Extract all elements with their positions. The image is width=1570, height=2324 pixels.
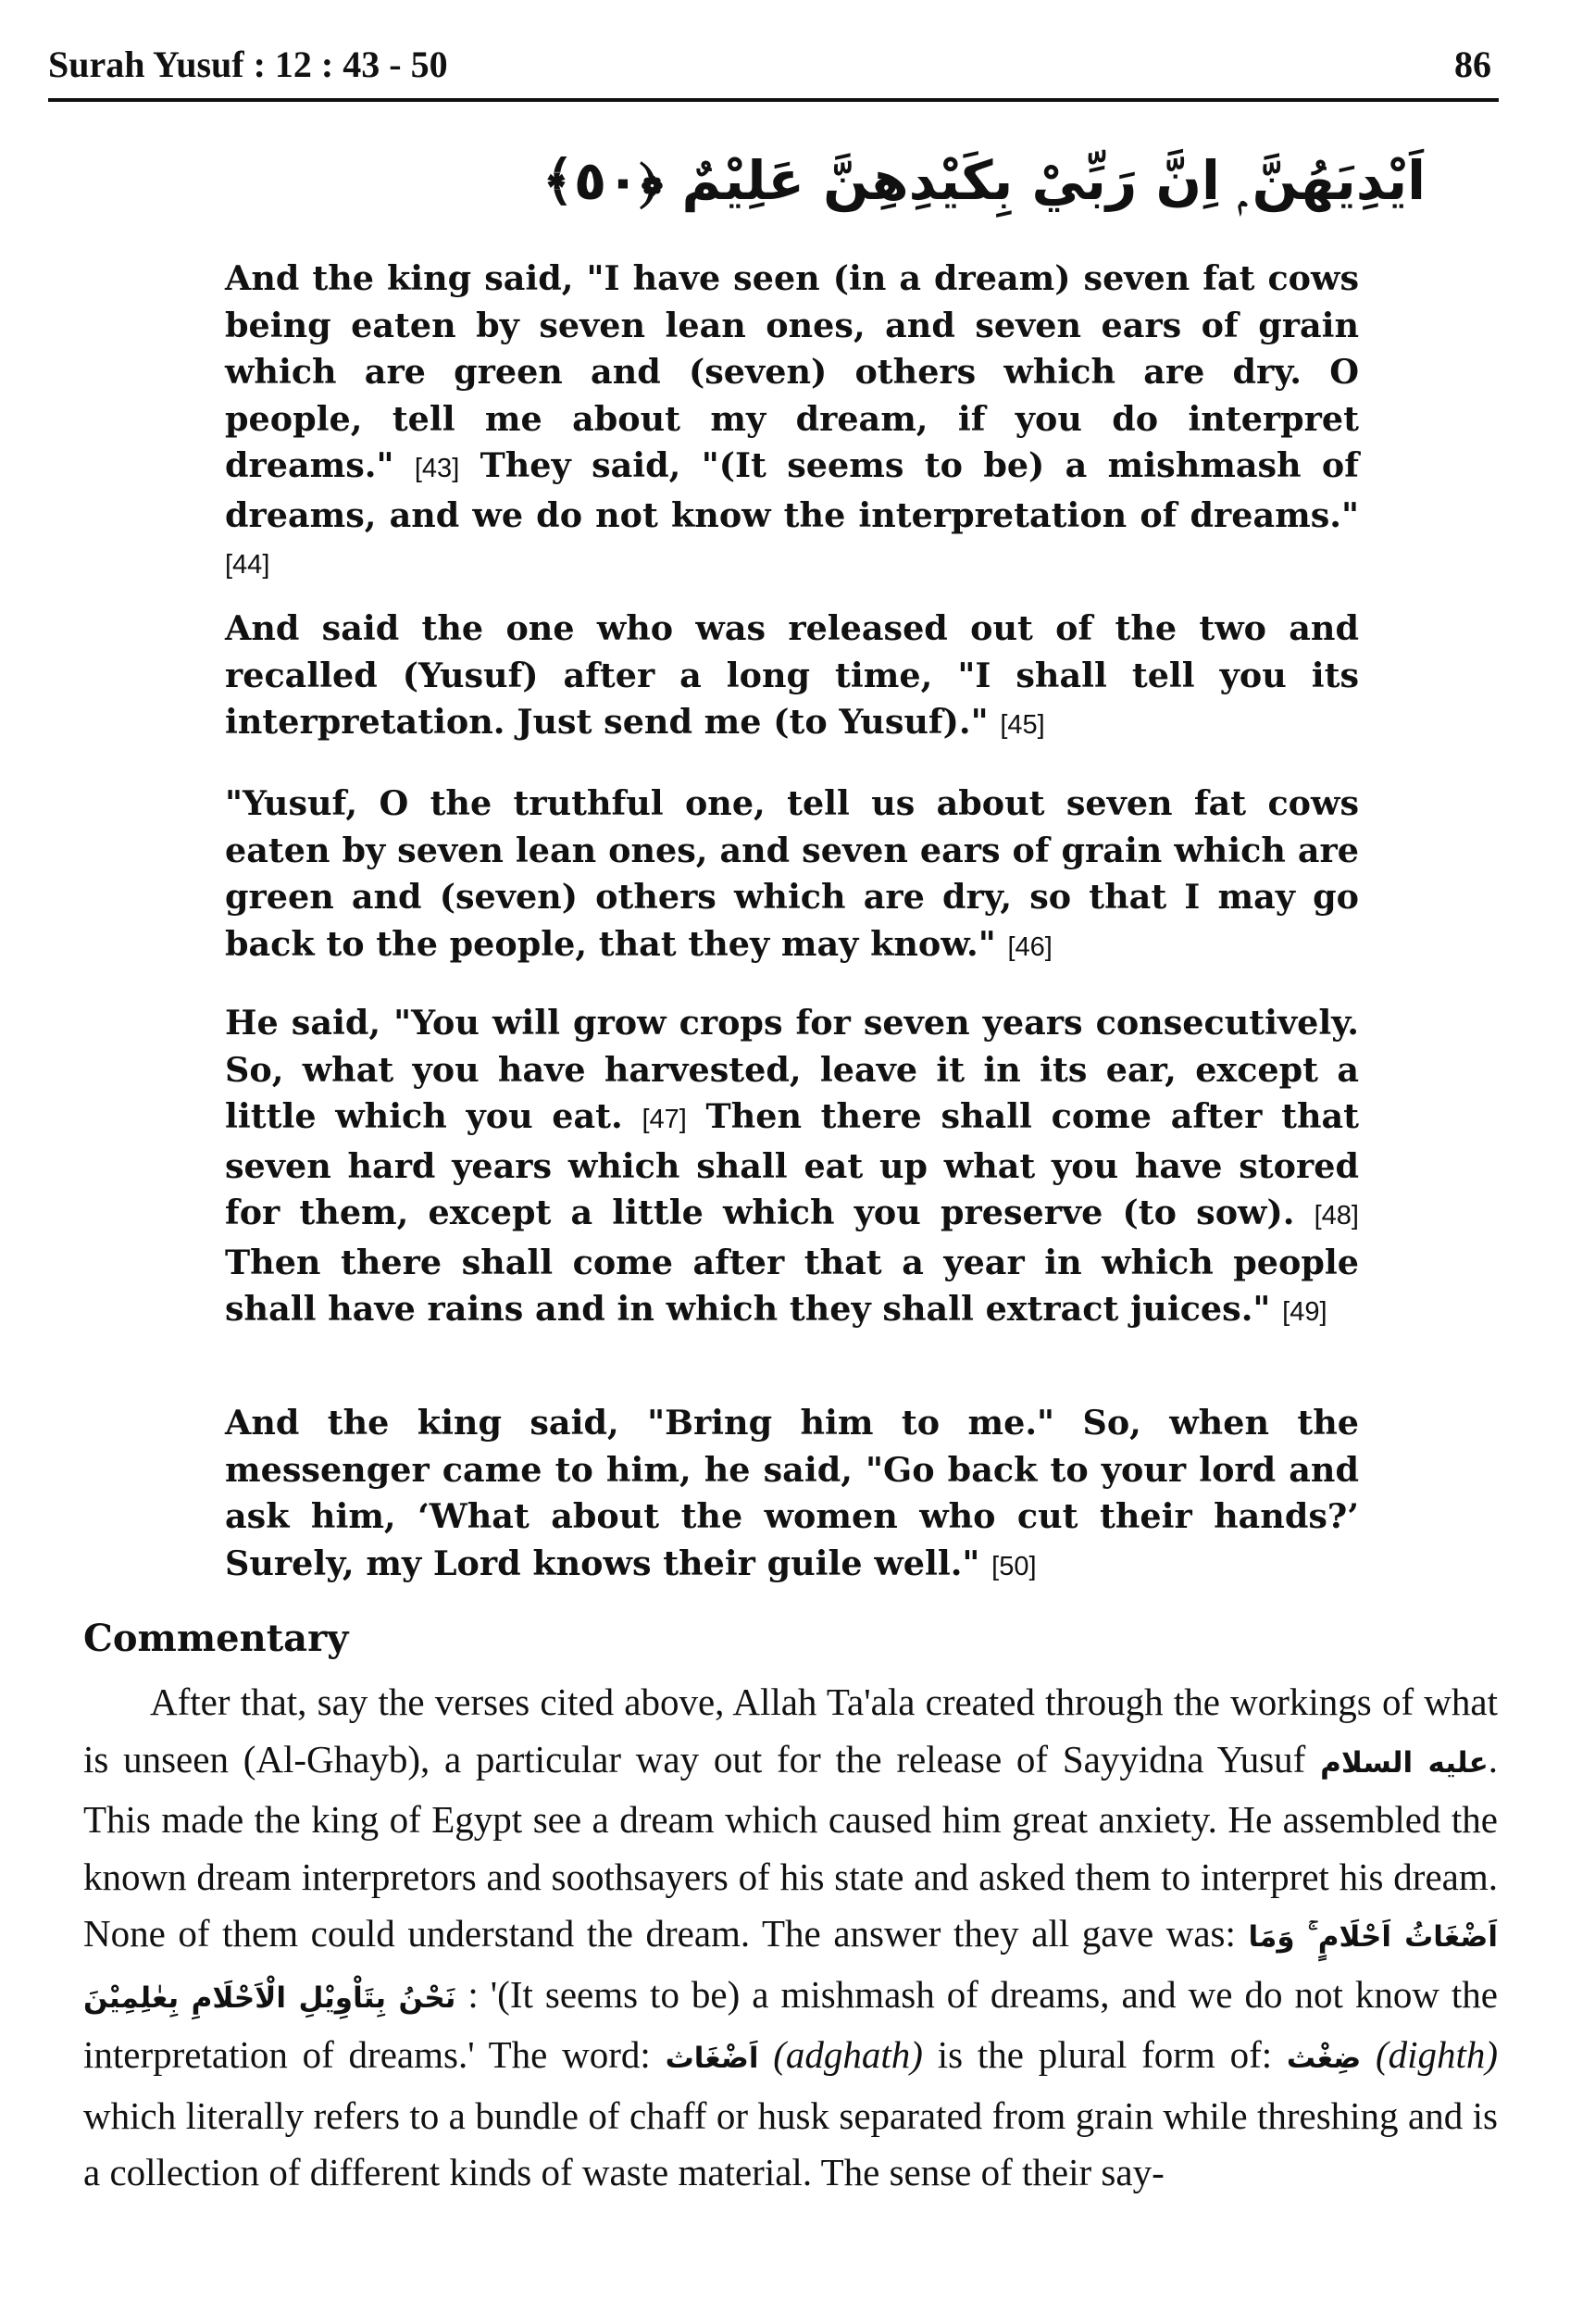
transliteration: (adghath): [773, 2033, 923, 2076]
arabic-word: ضِغْث: [1286, 2042, 1362, 2075]
verse-text: Then there shall come after that seven hard years which shall eat up what you have stored for them, except a little which you preserve (to sow).: [225, 1096, 1359, 1232]
translation-paragraph-46: [225, 781, 1359, 970]
verse-ref: [46]: [1007, 931, 1053, 962]
commentary-paragraph: [83, 1674, 1498, 2202]
commentary-text: After that, say the verses cited above, Allah Ta'ala created through the workings of what is unseen (Al-Ghayb), a particular way out for the release of Sayyidna Yusuf: [83, 1681, 1498, 1780]
verse-text: And the king said, "I have seen (in a dream) seven fat cows being eaten by seven lean ones, and seven ears of grain which are green and (seven) others which are dry. O people, tell me about my dream, if you do interpret dreams.": [225, 258, 1359, 485]
arabic-word: اَضْغَاث: [665, 2042, 759, 2075]
verse-ref: [45]: [1000, 710, 1045, 740]
verse-text: They said, "(It seems to be) a mishmash of dreams, and we do not know the interpretation of dreams.": [225, 445, 1359, 535]
arabic-verse: اَيْدِيَهُنَّ ۭ اِنَّ رَبِّيْ بِكَيْدِهِنَّ عَلِيْمٌ ﴿٥٠﴾: [542, 149, 1426, 212]
arabic-quote: اَضْغَاثُ اَحْلَامٍ ۚ وَمَا نَحْنُ بِتَاْوِيْلِ الْاَحْلَامِ بِعٰلِمِيْنَ: [83, 1920, 1499, 2015]
page-number: 86: [1454, 44, 1491, 85]
verse-ref: [49]: [1282, 1297, 1327, 1327]
surah-title: Surah Yusuf : 12 : 43 - 50: [48, 44, 448, 85]
translation-paragraph-45: [225, 606, 1359, 749]
commentary-text: . This made the king of Egypt see a dream which caused him great anxiety. He assembled the known dream interpretors and soothsayers of his state and asked them to interpret his dream. None of them could understand the dream. The answer they all gave was:: [83, 1737, 1499, 1955]
verse-text: And the king said, "Bring him to me." So, when the messenger came to him, he said, "Go back to your lord and ask him, ‘What about the women who cut their hands?’ Surely, my Lord knows their guile well.": [225, 1403, 1359, 1583]
translation-paragraph-43-44: [225, 256, 1359, 589]
verse-ref: [44]: [225, 550, 270, 580]
translation-paragraph-47-49: [225, 1000, 1359, 1336]
verse-text: And said the one who was released out of the two and recalled (Yusuf) after a long time, "I shall tell you its interpretation. Just send me (to Yusuf).": [225, 608, 1359, 742]
translation-paragraph-50: [225, 1400, 1359, 1590]
verse-text: Then there shall come after that a year in which people shall have rains and in which they shall extract juices.": [225, 1242, 1359, 1329]
commentary-text: : '(It seems to be) a mishmash of dreams, and we do not know the interpretation of dreams.' The word:: [83, 1972, 1499, 2076]
transliteration: (dighth): [1375, 2033, 1499, 2076]
verse-ref: [47]: [642, 1105, 687, 1134]
verse-ref: [48]: [1314, 1201, 1359, 1231]
verse-text: He said, "You will grow crops for seven years consecutively. So, what you have harvested, leave it in its ear, except a little which you eat.: [225, 1003, 1359, 1136]
running-head: [48, 41, 1499, 102]
verse-ref: [43]: [414, 454, 460, 483]
salutation-glyph: عليه السلام: [1320, 1745, 1489, 1780]
commentary-text: is the plural form of:: [937, 2033, 1273, 2076]
verse-text: "Yusuf, O the truthful one, tell us about seven fat cows eaten by seven lean ones, and seven ears of grain which are green and (seven) others which are dry, so that I may go back to the people, that they may know.": [225, 783, 1359, 964]
commentary-text: which literally refers to a bundle of chaff or husk separated from grain while threshing and is a collection of different kinds of waste material. The sense of their say-: [83, 2093, 1498, 2193]
commentary-heading: Commentary: [83, 1617, 349, 1660]
verse-ref: [50]: [991, 1551, 1037, 1581]
